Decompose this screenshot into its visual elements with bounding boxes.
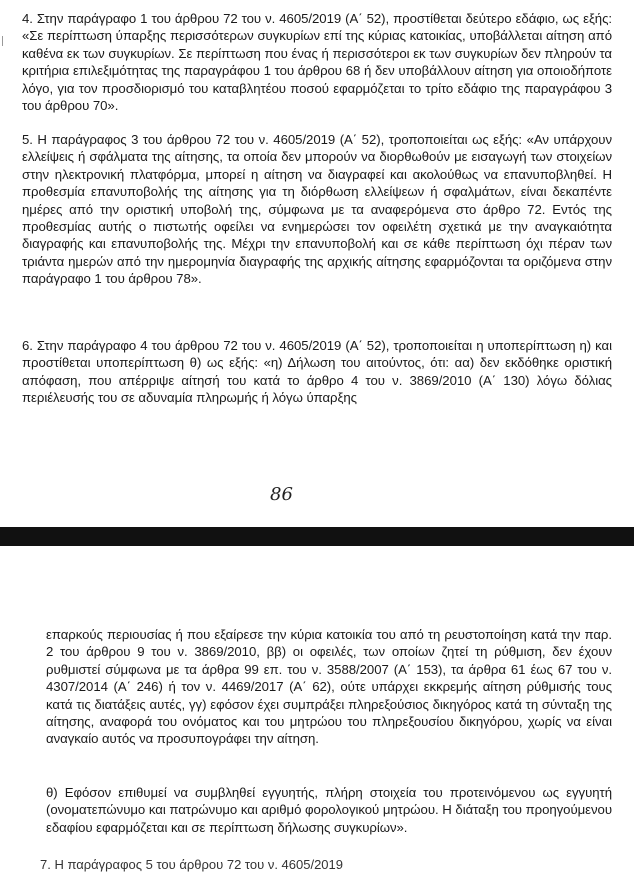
- page-number: 86: [270, 484, 293, 505]
- paragraph-6-continuation: επαρκούς περιουσίας ή που εξαίρεσε την κύρια κατοικία του από τη ρευστοποίηση κατά την παρ. 2 του άρθρου 9 του ν. 3869/2010, ββ) οι οφειλές, των οποίων ζητεί τη ρύθμιση, δεν έχουν ρυθμιστεί σύμφωνα με τα άρθρα 99 επ. του ν. 3588/2007 (Α΄ 153), τα άρθρα 61 έως 67 του ν. 4307/2014 (Α΄ 246) ή τον ν. 4469/2017 (Α΄ 62), ούτε υπάρχει εκκρεμής αίτηση ρύθμισής τους κατά τις διατάξεις αυτές, γγ) εφόσον έχει συμπράξει πληρεξούσιος δικηγόρος κατά τη σύνταξη της αίτησης, αναφορά του ονόματος και του μητρώου του πληρεξουσίου δικηγόρου, χωρίς να είναι αναγκαίο αυτός να προσυπογράφει την αίτηση.: [46, 627, 612, 747]
- paragraph-4: 4. Στην παράγραφο 1 του άρθρου 72 του ν. 4605/2019 (Α΄ 52), προστίθεται δεύτερο εδάφιο, ως εξής: «Σε περίπτωση ύπαρξης περισσότερων συγκυρίων επί της κύριας κατοικίας, υποβάλλεται αίτηση από καθένα εκ των συγκυρίων. Σε περίπτωση που ένας ή περισσότεροι εκ των συγκυρίων δεν πληρούν τα κριτήρια επιλεξιμότητας της παραγράφου 1 του άρθρου 68 ή δεν υποβάλλουν αίτηση για οποιοδήποτε λόγο, για τον προσδιορισμό του καταβλητέου ποσού εφαρμόζεται το τρίτο εδάφιο της παραγράφου 3 του άρθρου 70».: [22, 11, 612, 114]
- paragraph-7-cut: 7. Η παράγραφος 5 του άρθρου 72 του ν. 4605/2019: [40, 857, 343, 872]
- paragraph-theta: θ) Εφόσον επιθυμεί να συμβληθεί εγγυητής, πλήρη στοιχεία του προτεινόμενου ως εγγυητή (ονοματεπώνυμο και πατρώνυμο και αριθμό φορολογικού μητρώου. Η διάταξη του προηγούμενου εδαφίου εφαρμόζεται και σε περίπτωση δήλωσης συγκυρίων».: [46, 785, 612, 835]
- scan-artifact: [2, 36, 3, 46]
- page-separator: [0, 527, 634, 546]
- paragraph-5: 5. Η παράγραφος 3 του άρθρου 72 του ν. 4605/2019 (Α΄ 52), τροποποιείται ως εξής: «Αν υπάρχουν ελλείψεις ή σφάλματα της αίτησης, τα οποία δεν μπορούν να διορθωθούν με εισαγωγή των στοιχείων στην ηλεκτρονική πλατφόρμα, μπορεί η αίτηση να διαγραφεί και ακολούθως να επανυποβληθεί. Η προθεσμία επανυποβολής της αίτησης για τη διόρθωση ελλείψεων ή σφαλμάτων, είναι δεκαπέντε ημέρες από την οριστική υποβολή της, σύμφωνα με τα αναφερόμενα στο άρθρο 72. Εντός της προθεσμίας αυτής ο πιστωτής οφείλει να ενημερώσει τον οφειλέτη σχετικά με την αναγκαιότητα διαγραφής και επανυποβολής της. Μέχρι την επανυποβολή και σε κάθε περίπτωση όχι πέραν των τριάντα ημερών από την ημερομηνία διαγραφής της αρχικής αίτησης εφαρμόζονται τα οριζόμενα στην παράγραφο 1 του άρθρου 78».: [22, 132, 612, 287]
- paragraph-6: 6. Στην παράγραφο 4 του άρθρου 72 του ν. 4605/2019 (Α΄ 52), τροποποιείται η υποπερίπτωση η) και προστίθεται υποπερίπτωση θ) ως εξής: «η) Δήλωση του αιτούντος, ότι: αα) δεν εκδόθηκε οριστική απόφαση, που απέρριψε αίτησή του κατά το άρθρο 4 του ν. 3869/2010 (Α΄ 130) λόγω δόλιας περιέλευσής του σε αδυναμία πληρωμής ή λόγω ύπαρξης: [22, 338, 612, 406]
